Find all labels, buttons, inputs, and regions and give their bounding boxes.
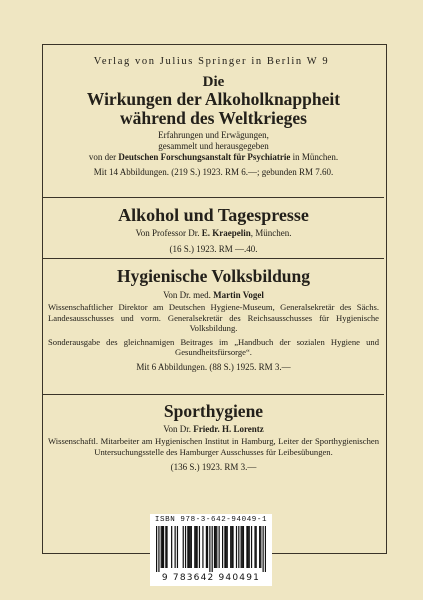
- barcode-bar: [209, 526, 210, 572]
- publisher-line: Verlag von Julius Springer in Berlin W 9: [93, 56, 330, 67]
- barcode-bar: [163, 526, 164, 568]
- barcode-bar: [195, 526, 196, 568]
- book-3-title: Hygienische Volksbildung: [116, 266, 311, 286]
- barcode-bar: [249, 526, 250, 568]
- barcode-bar: [207, 526, 208, 568]
- book-2-author-suffix: , München.: [250, 228, 292, 238]
- book-1-institute: Deutschen Forschungsanstalt für Psychiatrie: [118, 152, 291, 162]
- barcode-bar: [175, 526, 176, 568]
- barcode-bar: [197, 526, 198, 568]
- barcode-bar: [242, 526, 243, 568]
- barcode-bar: [183, 526, 184, 568]
- barcode-bar: [165, 526, 166, 568]
- book-1-title-line-3: während des Weltkrieges: [120, 108, 307, 128]
- barcode-bar: [254, 526, 255, 568]
- separator-3: [43, 394, 384, 395]
- book-4-author: [48, 424, 379, 435]
- barcode-label: [150, 514, 272, 586]
- separator-1: [43, 197, 384, 198]
- book-2: [48, 205, 379, 255]
- barcode-bar: [263, 526, 264, 572]
- book-1-title-line-2: Wirkungen der Alkoholknappheit: [86, 89, 341, 109]
- barcode-bar: [241, 526, 242, 568]
- book-2-meta: (16 S.) 1923. RM —.40.: [169, 244, 258, 254]
- barcode-bar: [185, 526, 186, 568]
- book-1-desc-line-2: gesammelt und herausgegeben: [158, 141, 269, 151]
- barcode-bar: [260, 526, 261, 568]
- book-1-desc-suffix: in München.: [292, 152, 339, 162]
- barcode-bar: [156, 526, 157, 572]
- book-1: [48, 74, 379, 178]
- book-4-meta: (136 S.) 1923. RM 3.—: [170, 462, 257, 472]
- book-3: [48, 266, 379, 373]
- barcode-bar: [243, 526, 244, 568]
- barcode-bar: [231, 526, 232, 568]
- barcode-bar: [219, 526, 220, 568]
- barcode-bar: [202, 526, 203, 568]
- barcode-bar: [187, 526, 188, 568]
- barcode-bar: [246, 526, 247, 568]
- barcode-bar: [224, 526, 225, 568]
- book-2-title: Alkohol und Tagespresse: [118, 205, 309, 225]
- barcode-bar: [177, 526, 178, 568]
- barcode-bar: [161, 526, 162, 568]
- barcode-bar: [212, 526, 213, 572]
- barcode-bar: [191, 526, 192, 568]
- book-3-meta: Mit 6 Abbildungen. (88 S.) 1925. RM 3.—: [136, 361, 291, 372]
- barcode-bar: [171, 526, 172, 568]
- book-1-desc-prefix: von der: [88, 152, 117, 162]
- barcode-bar: [259, 526, 260, 568]
- barcode-bar: [222, 526, 223, 568]
- barcode-bar: [225, 526, 226, 568]
- barcode-bar: [230, 526, 231, 568]
- book-3-author-prefix: Von Dr. med.: [163, 290, 211, 300]
- book-3-author-name: Martin Vogel: [213, 290, 264, 300]
- barcode-bar: [190, 526, 191, 568]
- book-3-affiliation: Wissenschaftlicher Direktor am Deutschen Hygiene-Museum, Generalsekretär des Sächs. Landesausschusses und vorm. Generalsekretär des Reichsausschusses für Hygienische Volksbildung.: [48, 302, 379, 333]
- book-4-title: Sporthygiene: [163, 401, 264, 421]
- book-1-desc-line-3: [48, 152, 379, 163]
- book-4-author-prefix: Von Dr.: [163, 424, 192, 434]
- barcode-bar: [166, 526, 167, 568]
- book-2-author-name: E. Kraepelin: [201, 228, 251, 238]
- isbn-text: ISBN 978-3-642-94049-1: [154, 516, 268, 524]
- barcode-bar: [227, 526, 228, 568]
- barcode-bar: [206, 526, 207, 568]
- book-1-meta: Mit 14 Abbildungen. (219 S.) 1923. RM 6.—; gebunden RM 7.60.: [93, 167, 334, 177]
- barcode-bar: [265, 526, 266, 572]
- barcode-bar: [162, 526, 163, 568]
- barcode-bar: [215, 526, 216, 568]
- book-2-author-prefix: Von Professor Dr.: [135, 228, 200, 238]
- barcode-bar: [238, 526, 239, 568]
- book-1-title-line-1: Die: [202, 74, 225, 90]
- barcode-bar: [194, 526, 195, 568]
- book-4-affiliation: Wissenschaftl. Mitarbeiter am Hygienischen Institut in Hamburg, Leiter der Sporthygienischen Untersuchungsstelle des Hamburger Ausschusses für Leibesübungen.: [48, 436, 379, 457]
- book-4: [48, 401, 379, 473]
- barcode-bar: [251, 526, 252, 568]
- barcode-bar: [199, 526, 200, 568]
- barcode-bar: [236, 526, 237, 568]
- book-2-author: [48, 228, 379, 239]
- barcode-bars: [156, 526, 266, 572]
- barcode-bar: [256, 526, 257, 568]
- book-4-author-name: Friedr. H. Lorentz: [193, 424, 264, 434]
- book-1-desc-line-1: Erfahrungen und Erwägungen,: [158, 130, 269, 140]
- book-3-author: [48, 290, 379, 301]
- barcode-bar: [216, 526, 217, 568]
- book-3-note: Sonderausgabe des gleichnamigen Beitrages im „Handbuch der sozialen Hygiene und Gesundheitsfürsorge“.: [48, 336, 379, 357]
- separator-2: [43, 258, 384, 259]
- barcode-bar: [247, 526, 248, 568]
- barcode-number: 9 783642 940491: [161, 573, 261, 583]
- barcode-bar: [158, 526, 159, 572]
- barcode-bar: [232, 526, 233, 568]
- barcode-bar: [214, 526, 215, 568]
- barcode-bar: [188, 526, 189, 568]
